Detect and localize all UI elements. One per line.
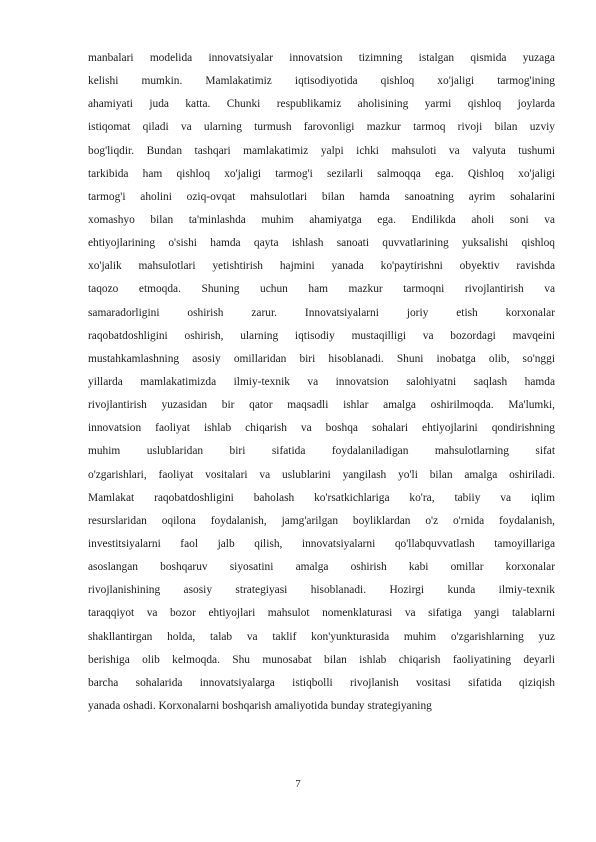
text-line: yillarda mamlakatimizda ilmiy-texnik va innovatsion salohiyatni saqlash hamda [88, 375, 555, 388]
text-line: samaradorligini oshirish zarur. Innovatsiyalarni joriy etish korxonalar [88, 306, 555, 319]
text-line: bog'liqdir. Bundan tashqari mamlakatimiz yalpi ichki mahsuloti va valyuta tushumi [88, 144, 555, 157]
text-line: tarkibida ham qishloq xo'jaligi tarmog'i sezilarli salmoqqa ega. Qishloq xo'jaligi [88, 167, 555, 180]
text-line: raqobatdoshligini oshirish, ularning iqtisodiy mustaqilligi va bozordagi mavqeini [88, 329, 555, 342]
text-line: o'zgarishlari, faoliyat vositalari va uslublarini yangilash yo'li bilan amalga oshiriladi. [88, 468, 555, 481]
text-line: asoslangan boshqaruv siyosatini amalga oshirish kabi omillar korxonalar [88, 561, 555, 574]
text-line: barcha sohalarida innovatsiyalarga istiqbolli rivojlanish vositasi sifatida qiziqish [88, 676, 555, 689]
text-line: resurslaridan oqilona foydalanish, jamg'arilgan boyliklardan o'z o'rnida foydalanish, [88, 514, 555, 527]
body-paragraph [88, 47, 555, 718]
page-number: 7 [295, 778, 301, 790]
text-line: yanada oshadi. Korxonalarni boshqarish amaliyotida bunday strategiyaning [88, 699, 432, 712]
text-line: ehtiyojlarining o'sishi hamda qayta ishlash sanoati quvvatlarining yuksalishi qishloq [88, 237, 555, 250]
text-line: tarmog'i aholini oziq-ovqat mahsulotlari bilan hamda sanoatning ayrim sohalarini [88, 190, 555, 203]
text-line: mustahkamlashning asosiy omillaridan biri hisoblanadi. Shuni inobatga olib, so'nggi [88, 352, 555, 365]
text-line: istiqomat qiladi va ularning turmush farovonligi mazkur tarmoq rivoji bilan uzviy [88, 121, 555, 134]
text-line: innovatsion faoliyat ishlab chiqarish va boshqa sohalari ehtiyojlarini qondirishning [88, 422, 555, 435]
text-line: ahamiyati juda katta. Chunki respublikamiz aholisining yarmi qishloq joylarda [88, 98, 555, 111]
text-line: muhim uslublaridan biri sifatida foydalaniladigan mahsulotlarning sifat [88, 445, 555, 458]
text-line: manbalari modelida innovatsiyalar innovatsion tizimning istalgan qismida yuzaga [88, 52, 555, 64]
text-line: rivojlantirish yuzasidan bir qator maqsadli ishlar amalga oshirilmoqda. Ma'lumki, [88, 399, 555, 412]
text-line: rivojlanishining asosiy strategiyasi hisoblanadi. Hozirgi kunda ilmiy-texnik [88, 584, 555, 597]
text-line: xo'jalik mahsulotlari yetishtirish hajmini yanada ko'paytirishni obyektiv ravishda [88, 260, 555, 273]
text-line: shakllantirgan holda, talab va taklif kon'yunkturasida muhim o'zgarishlarning yuz [88, 630, 555, 643]
text-line: investitsiyalarni faol jalb qilish, innovatsiyalarni qo'llabquvvatlash tamoyillariga [88, 537, 555, 550]
text-line: berishiga olib kelmoqda. Shu munosabat bilan ishlab chiqarish faoliyatining deyarli [88, 653, 555, 666]
text-line: kelishi mumkin. Mamlakatimiz iqtisodiyotida qishloq xo'jaligi tarmog'ining [88, 75, 555, 88]
text-line: taqozo etmoqda. Shuning uchun ham mazkur tarmoqni rivojlantirish va [88, 283, 555, 296]
text-line: xomashyo bilan ta'minlashda muhim ahamiyatga ega. Endilikda aholi soni va [88, 213, 555, 226]
text-line: taraqqiyot va bozor ehtiyojlari mahsulot nomenklaturasi va sifatiga yangi talablarni [88, 607, 555, 620]
text-line: Mamlakat raqobatdoshligini baholash ko'rsatkichlariga ko'ra, tabiiy va iqlim [88, 491, 555, 504]
